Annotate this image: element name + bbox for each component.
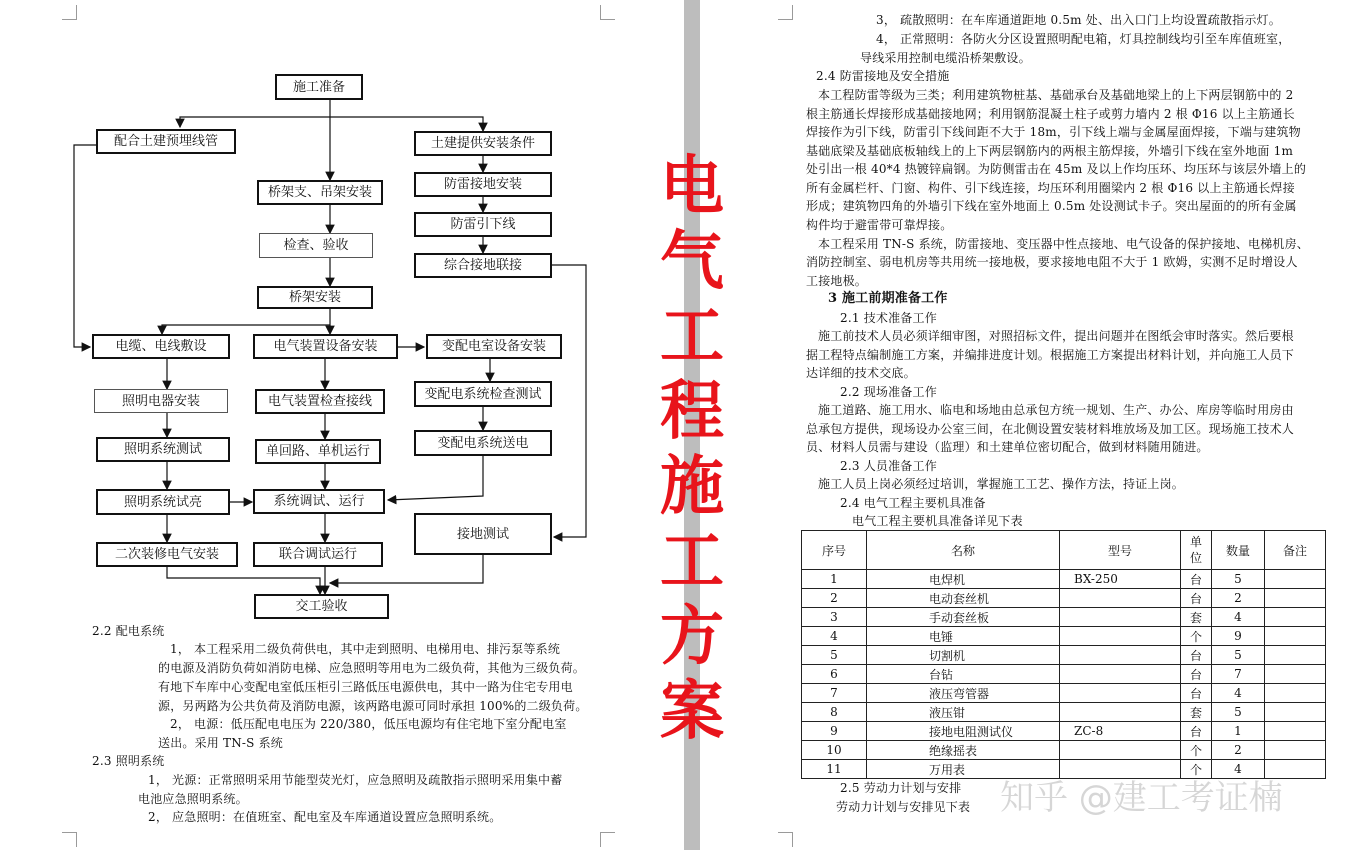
table-cell (1265, 627, 1326, 646)
flow-substation-power: 变配电系统送电 (414, 430, 552, 456)
table-cell: 3 (802, 608, 867, 627)
table-row (802, 703, 1326, 722)
table-cell: 台 (1181, 570, 1212, 589)
section-2-2-heading: 2.2 配电系统 (92, 624, 165, 638)
paragraph-line: 焊接作为引下线，防雷引下线间距不大于 18m，引下线上端与金属屋面焊接，下端与建筑物 (806, 125, 1301, 139)
equipment-table (801, 530, 1326, 779)
flow-pre-embed: 配合土建预埋线管 (96, 129, 236, 154)
flow-ground-bond: 综合接地联接 (414, 253, 552, 278)
paragraph-line: 的电源及消防负荷如消防电梯、应急照明等用电为二级负荷，其他为三级负荷。 (158, 661, 586, 675)
table-row (802, 570, 1326, 589)
section-2-3-heading: 2.3 人员准备工作 (840, 459, 937, 473)
paragraph-line: 施工前技术人员必须详细审图，对照招标文件，提出问题并在图纸会审时落实。然后要根 (818, 329, 1294, 343)
table-cell: 1 (1212, 722, 1265, 741)
table-cell: 9 (1212, 627, 1265, 646)
section-2-3-heading: 2.3 照明系统 (92, 754, 165, 768)
table-cell (1265, 684, 1326, 703)
paragraph-line: 工接地极。 (806, 274, 868, 288)
paragraph-line: 达详细的技术交底。 (806, 366, 916, 380)
table-cell (1265, 608, 1326, 627)
flow-device-install: 电气装置设备安装 (253, 334, 398, 359)
paragraph-line: 本工程防雷等级为三类；利用建筑物桩基、基础承台及基础地梁上的上下两层钢筋中的 2 (818, 88, 1294, 102)
paragraph-line: 电池应急照明系统。 (138, 792, 248, 806)
title-char: 程 (660, 375, 724, 449)
table-cell: 个 (1181, 760, 1212, 779)
table-header-cell: 数量 (1212, 531, 1265, 570)
paragraph-line: 2， 电源：低压配电电压为 220/380，低压电源均有住宅地下室分配电室 (170, 717, 567, 731)
table-cell: 7 (802, 684, 867, 703)
table-cell: 2 (802, 589, 867, 608)
paragraph-line: 本工程采用 TN-S 系统，防雷接地、变压器中性点接地、电气设备的保护接地、电梯机房、 (818, 237, 1310, 251)
table-cell: 电动套丝机 (867, 589, 1060, 608)
watermark: 知乎 @建工考证楠 (1000, 778, 1283, 818)
paragraph-line: 总承包方提供，现场设办公室三间，在北侧设置安装材料堆放场及加工区。现场施工技术人 (806, 422, 1295, 436)
flow-handover: 交工验收 (254, 594, 389, 619)
title-char: 电 (660, 150, 724, 224)
table-cell: 4 (1212, 608, 1265, 627)
table-cell: 台钻 (867, 665, 1060, 684)
paragraph-line: 据工程特点编制施工方案，并编排进度计划。根据施工方案提出材料计划，并向施工人员下 (806, 348, 1295, 362)
table-row (802, 741, 1326, 760)
table-cell: 万用表 (867, 760, 1060, 779)
table-cell: 1 (802, 570, 867, 589)
table-cell: BX-250 (1060, 570, 1181, 589)
table-cell: 接地电阻测试仪 (867, 722, 1060, 741)
table-cell (1060, 665, 1181, 684)
table-cell: 台 (1181, 665, 1212, 684)
table-header-cell: 名称 (867, 531, 1060, 570)
paragraph-line: 导线采用控制电缆沿桥架敷设。 (860, 51, 1031, 65)
paragraph-line: 有地下车库中心变配电室低压柜引三路低压电源供电，其中一路为住宅专用电 (158, 680, 573, 694)
crop-mark (62, 832, 77, 847)
table-cell (1265, 722, 1326, 741)
flow-device-wiring: 电气装置检查接线 (255, 389, 385, 414)
title-char: 施 (660, 450, 724, 524)
table-cell: 10 (802, 741, 867, 760)
crop-mark (778, 5, 793, 20)
paragraph-line: 2， 应急照明：在值班室、配电室及车库通道设置应急照明系统。 (148, 810, 502, 824)
table-row (802, 684, 1326, 703)
flow-system-debug: 系统调试、运行 (253, 489, 385, 514)
left-page (0, 0, 684, 850)
paragraph-line: 形成；建筑物四角的外墙引下线在室外地面上 0.5m 处设测试卡子。突出屋面的的所有金属 (806, 199, 1297, 213)
table-row (802, 722, 1326, 741)
paragraph-line: 基础底梁及基础底板轴线上的上下两层钢筋内的两根主筋焊接，外墙引下线在室外地面 1m (806, 144, 1294, 158)
table-cell: 绝缘摇表 (867, 741, 1060, 760)
table-cell (1060, 684, 1181, 703)
flow-civil-ready: 土建提供安装条件 (414, 131, 552, 156)
table-cell: 5 (1212, 703, 1265, 722)
section-2-4-heading: 2.4 电气工程主要机具准备 (840, 496, 986, 510)
table-cell: 手动套丝板 (867, 608, 1060, 627)
flow-start: 施工准备 (275, 74, 363, 100)
table-cell (1060, 741, 1181, 760)
paragraph-line: 施工人员上岗必须经过培训，掌握施工工艺、操作方法，持证上岗。 (818, 477, 1185, 491)
flow-substation-install: 变配电室设备安装 (426, 334, 562, 359)
flow-lightning-ground: 防雷接地安装 (414, 172, 552, 197)
table-cell: ZC-8 (1060, 722, 1181, 741)
table-cell: 个 (1181, 627, 1212, 646)
table-cell: 5 (1212, 570, 1265, 589)
table-cell: 9 (802, 722, 867, 741)
table-cell: 6 (802, 665, 867, 684)
flow-down-conductor: 防雷引下线 (414, 212, 552, 237)
table-cell (1265, 665, 1326, 684)
table-cell: 电焊机 (867, 570, 1060, 589)
table-cell: 液压钳 (867, 703, 1060, 722)
table-cell (1060, 646, 1181, 665)
table-cell: 液压弯管器 (867, 684, 1060, 703)
flow-cable-laying: 电缆、电线敷设 (92, 334, 230, 359)
table-cell (1265, 589, 1326, 608)
table-cell (1265, 703, 1326, 722)
flow-joint-debug: 联合调试运行 (253, 542, 383, 567)
section-3-heading: 3 施工前期准备工作 (828, 291, 948, 306)
table-cell: 8 (802, 703, 867, 722)
flow-lighting-trial: 照明系统试亮 (96, 489, 230, 515)
table-cell: 电锤 (867, 627, 1060, 646)
section-2-5-heading: 2.5 劳动力计划与安排 (840, 781, 962, 795)
table-header-cell: 备注 (1265, 531, 1326, 570)
table-cell (1060, 589, 1181, 608)
table-header-cell: 单位 (1181, 531, 1212, 570)
flow-substation-test: 变配电系统检查测试 (414, 381, 552, 407)
table-cell: 台 (1181, 722, 1212, 741)
table-cell: 切割机 (867, 646, 1060, 665)
table-cell: 2 (1212, 741, 1265, 760)
paragraph-line: 处引出一根 40*4 热镀锌扁钢。为防侧雷击在 45m 及以上作均压环、均压环与该层外墙上的 (806, 162, 1307, 176)
table-row (802, 608, 1326, 627)
table-row (802, 589, 1326, 608)
table-cell: 5 (802, 646, 867, 665)
paragraph-line: 构件均于避雷带可靠焊接。 (806, 218, 953, 232)
table-row (802, 627, 1326, 646)
table-cell (1265, 741, 1326, 760)
paragraph-line: 1， 光源：正常照明采用节能型荧光灯，应急照明及疏散指示照明采用集中蓄 (148, 773, 563, 787)
paragraph-line: 4， 正常照明：各防火分区设置照明配电箱，灯具控制线均引至车库值班室， (876, 32, 1291, 46)
table-row (802, 665, 1326, 684)
title-char: 气 (660, 225, 724, 299)
table-cell: 台 (1181, 646, 1212, 665)
paragraph-line: 员、材料人员需与建设（监理）和土建单位密切配合，做到材料随用随进。 (806, 440, 1209, 454)
table-caption: 电气工程主要机具准备详见下表 (852, 514, 1023, 528)
crop-mark (600, 5, 615, 20)
crop-mark (778, 832, 793, 847)
section-2-2-heading: 2.2 现场准备工作 (840, 385, 937, 399)
table-cell: 个 (1181, 741, 1212, 760)
paragraph-line: 消防控制室、弱电机房等共用统一接地极，要求接地电阻不大于 1 欧姆，实测不足时增设人 (806, 255, 1298, 269)
flow-tray-support: 桥架支、吊架安装 (257, 180, 383, 205)
table-header-cell: 型号 (1060, 531, 1181, 570)
paragraph-line: 送出。采用 TN-S 系统 (158, 736, 284, 750)
paragraph-line: 劳动力计划与安排见下表 (836, 800, 971, 814)
table-cell: 4 (802, 627, 867, 646)
table-cell: 套 (1181, 703, 1212, 722)
table-cell: 2 (1212, 589, 1265, 608)
paragraph-line: 所有金属栏杆、门窗、构件、引下线连接，均压环利用圈梁内 2 根 Φ16 以上主筋通长焊接 (806, 181, 1295, 195)
title-char: 方 (660, 600, 724, 674)
flow-lighting-test: 照明系统测试 (96, 437, 230, 462)
table-cell (1265, 646, 1326, 665)
paragraph-line: 施工道路、施工用水、临电和场地由总承包方统一规划、生产、办公、库房等临时用房由 (818, 403, 1294, 417)
table-cell: 5 (1212, 646, 1265, 665)
table-cell: 台 (1181, 684, 1212, 703)
crop-mark (600, 832, 615, 847)
flow-lighting-fixture: 照明电器安装 (94, 389, 228, 413)
table-cell (1060, 627, 1181, 646)
paragraph-line: 3， 疏散照明：在车库通道距地 0.5m 处、出入口门上均设置疏散指示灯。 (876, 13, 1281, 27)
flow-inspection: 检查、验收 (259, 233, 373, 258)
title-char: 工 (660, 525, 724, 599)
section-2-4-heading: 2.4 防雷接地及安全措施 (816, 69, 950, 83)
table-cell: 7 (1212, 665, 1265, 684)
table-cell: 11 (802, 760, 867, 779)
table-cell: 4 (1212, 684, 1265, 703)
table-header-cell: 序号 (802, 531, 867, 570)
flow-ground-test: 接地测试 (414, 513, 552, 555)
flow-single-run: 单回路、单机运行 (255, 439, 381, 464)
table-cell: 台 (1181, 589, 1212, 608)
flow-decor-install: 二次装修电气安装 (96, 542, 238, 567)
table-cell: 套 (1181, 608, 1212, 627)
title-char: 工 (660, 300, 724, 374)
table-cell (1060, 608, 1181, 627)
paragraph-line: 1， 本工程采用二级负荷供电，其中走到照明、电梯用电、排污泵等系统 (170, 642, 561, 656)
table-cell (1265, 570, 1326, 589)
crop-mark (62, 5, 77, 20)
paragraph-line: 根主筋通长焊接形成基础接地网；利用钢筋混凝土柱子或剪力墙内 2 根 Φ16 以上主筋通长 (806, 107, 1295, 121)
section-2-1-heading: 2.1 技术准备工作 (840, 311, 937, 325)
table-cell (1060, 703, 1181, 722)
flow-tray-install: 桥架安装 (257, 286, 373, 309)
paragraph-line: 源，另两路为公共负荷及消防电源，该两路电源可同时承担 100%的二级负荷。 (158, 699, 588, 713)
title-char: 案 (660, 675, 724, 749)
table-header-row (802, 531, 1326, 570)
table-row (802, 646, 1326, 665)
table-cell: 4 (1212, 760, 1265, 779)
